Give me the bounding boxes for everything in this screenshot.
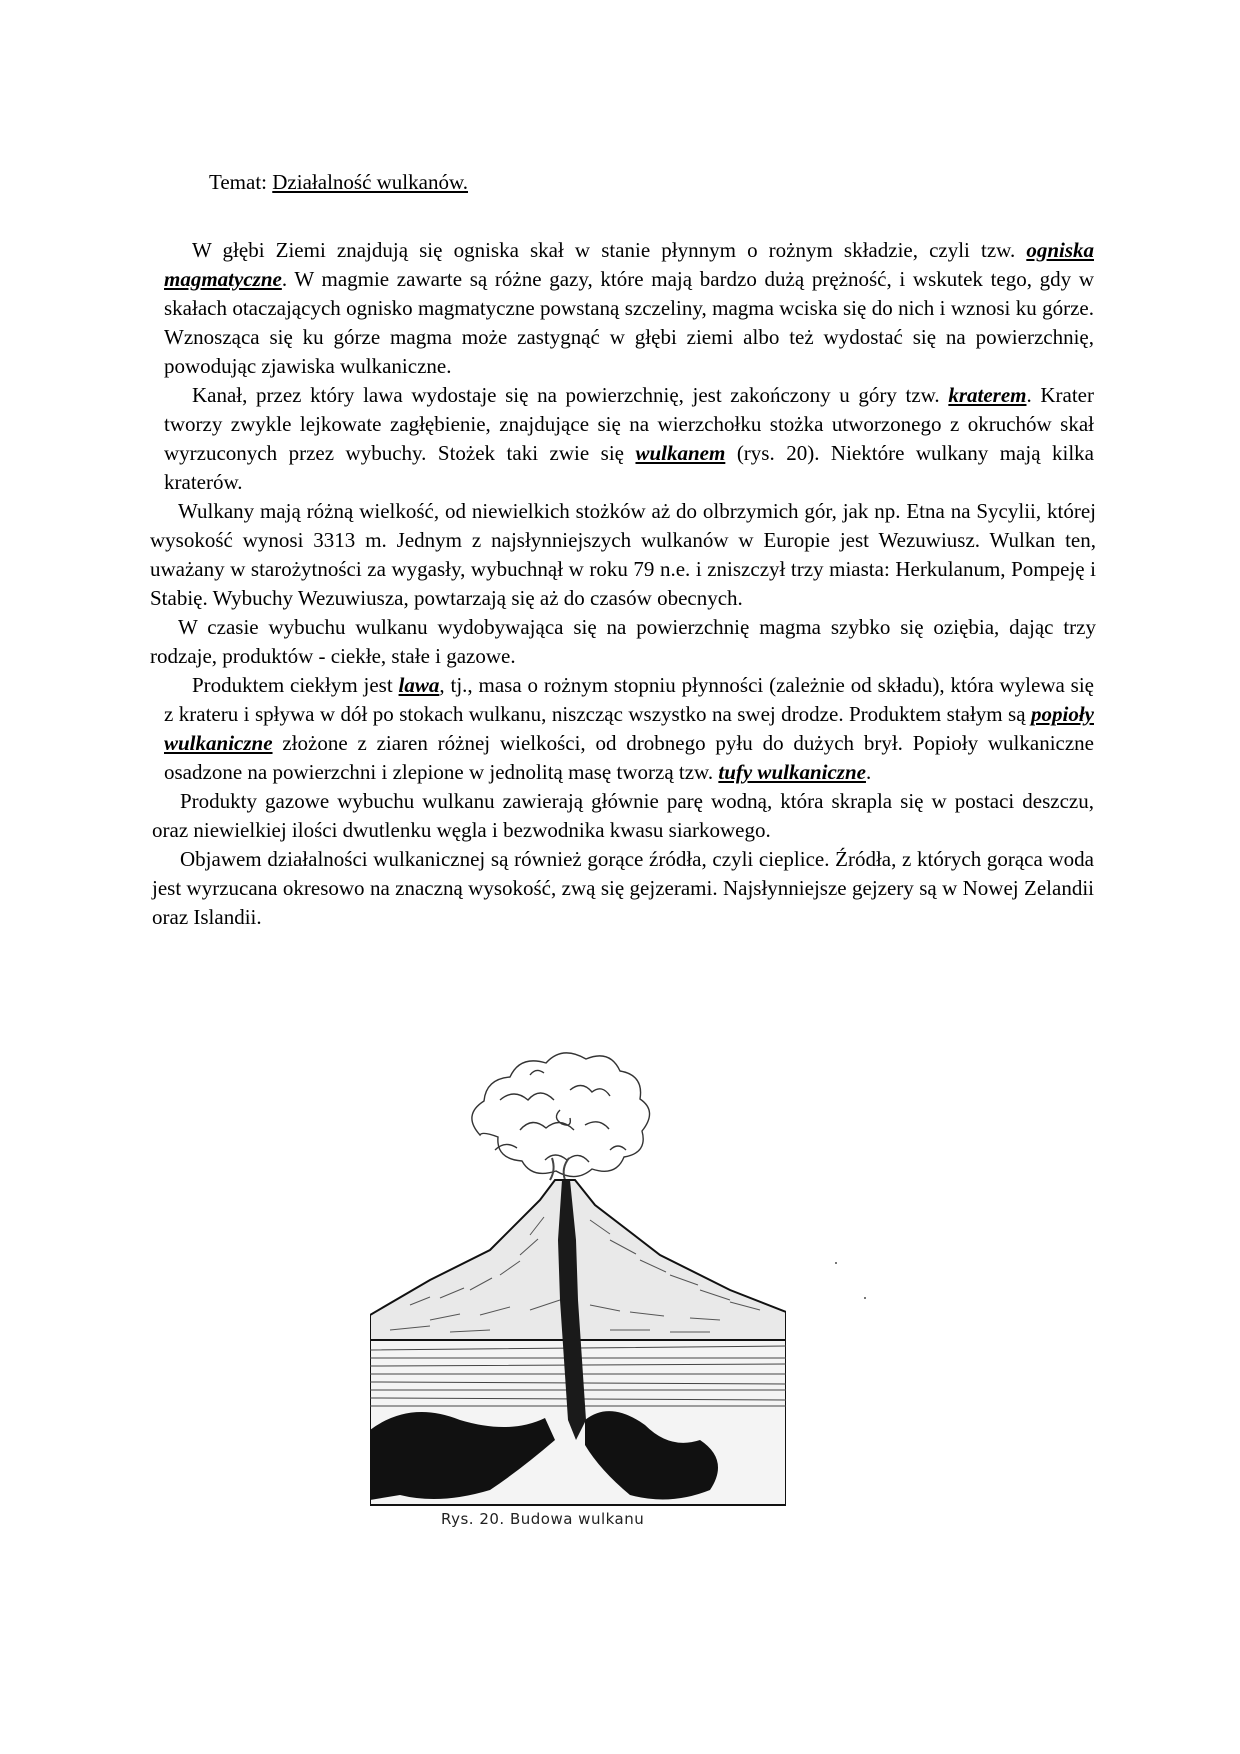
scan-speck bbox=[864, 1297, 866, 1299]
figure-caption: Rys. 20. Budowa wulkanu bbox=[441, 1510, 645, 1528]
page-title bbox=[209, 168, 468, 196]
term-popioly-wulkaniczne: popioły wulkaniczne bbox=[164, 702, 1094, 755]
body-text bbox=[150, 236, 1096, 932]
term-wulkanem: wulkanem bbox=[635, 441, 726, 465]
smoke-column bbox=[550, 1158, 569, 1180]
term-lawa: lawa bbox=[398, 673, 440, 697]
paragraph-6: Produkty gazowe wybuchu wulkanu zawierają głównie parę wodną, która skrapla się w postaci deszczu, oraz niewielkiej ilości dwutlenku węgla i bezwodnika kwasu siarkowego. bbox=[152, 789, 1094, 842]
paragraph-3: Wulkany mają różną wielkość, od niewielkich stożków aż do olbrzymich gór, jak np. Etna na Sycylii, której wysokość wynosi 3313 m. Jednym z najsłynniejszych wulkanów w Europie jest Wezuwiusz. Wulkan ten, uważany w starożytności za wygasły, wybuchnął w roku 79 n.e. i zniszczył trzy miasta: Herkulanum, Pompeję i Stabię. Wybuchy Wezuwiusza, powtarzają się aż do czasów obecnych. bbox=[150, 499, 1096, 610]
paragraph-1: W głębi Ziemi znajdują się ogniska skał w stanie płynnym o rożnym składzie, czyli tzw. ogniska magmatyczne. W magmie zawarte są różne gazy, które mają bardzo dużą prężność, i wskutek tego, gdy w skałach otaczających ognisko magmatyczne powstaną szczeliny, magma wciska się do nich i wznosi ku górze. Wznosząca się ku górze magma może zastygnąć w głębi ziemi albo też wydostać się na powierzchnię, powodując zjawiska wulkaniczne. bbox=[164, 238, 1094, 378]
term-ogniska-magmatyczne: ogniska magmatyczne bbox=[164, 238, 1094, 291]
title-topic: Działalność wulkanów. bbox=[272, 170, 469, 194]
paragraph-4: W czasie wybuchu wulkanu wydobywająca się na powierzchnię magma szybko się oziębia, dając trzy rodzaje, produktów - ciekłe, stałe i gazowe. bbox=[150, 615, 1096, 668]
ash-cloud bbox=[472, 1053, 650, 1177]
volcano-illustration bbox=[370, 1040, 786, 1506]
paragraph-5: Produktem ciekłym jest lawa, tj., masa o rożnym stopniu płynności (zależnie od składu), która wylewa się z krateru i spływa w dół po stokach wulkanu, niszcząc wszystko na swej drodze. Produktem stałym są popioły wulkaniczne złożone z ziaren różnej wielkości, od drobnego pyłu do dużych brył. Popioły wulkaniczne osadzone na powierzchni i zlepione w jednolitą masę tworzą tzw. tufy wulkaniczne. bbox=[164, 673, 1094, 784]
title-prefix: Temat: bbox=[209, 170, 268, 194]
term-kraterem: kraterem bbox=[948, 383, 1027, 407]
paragraph-2: Kanał, przez który lawa wydostaje się na powierzchnię, jest zakończony u góry tzw. kraterem. Krater tworzy zwykle lejkowate zagłębienie, znajdujące się na wierzchołku stożka utworzonego z okruchów skał wyrzuconych przez wybuchy. Stożek taki zwie się wulkanem (rys. 20). Niektóre wulkany mają kilka kraterów. bbox=[164, 383, 1094, 494]
paragraph-7: Objawem działalności wulkanicznej są również gorące źródła, czyli cieplice. Źródła, z których gorąca woda jest wyrzucana okresowo na znaczną wysokość, zwą się gejzerami. Najsłynniejsze gejzery są w Nowej Zelandii oraz Islandii. bbox=[152, 847, 1094, 929]
scan-speck bbox=[835, 1262, 837, 1264]
term-tufy-wulkaniczne: tufy wulkaniczne bbox=[718, 760, 866, 784]
